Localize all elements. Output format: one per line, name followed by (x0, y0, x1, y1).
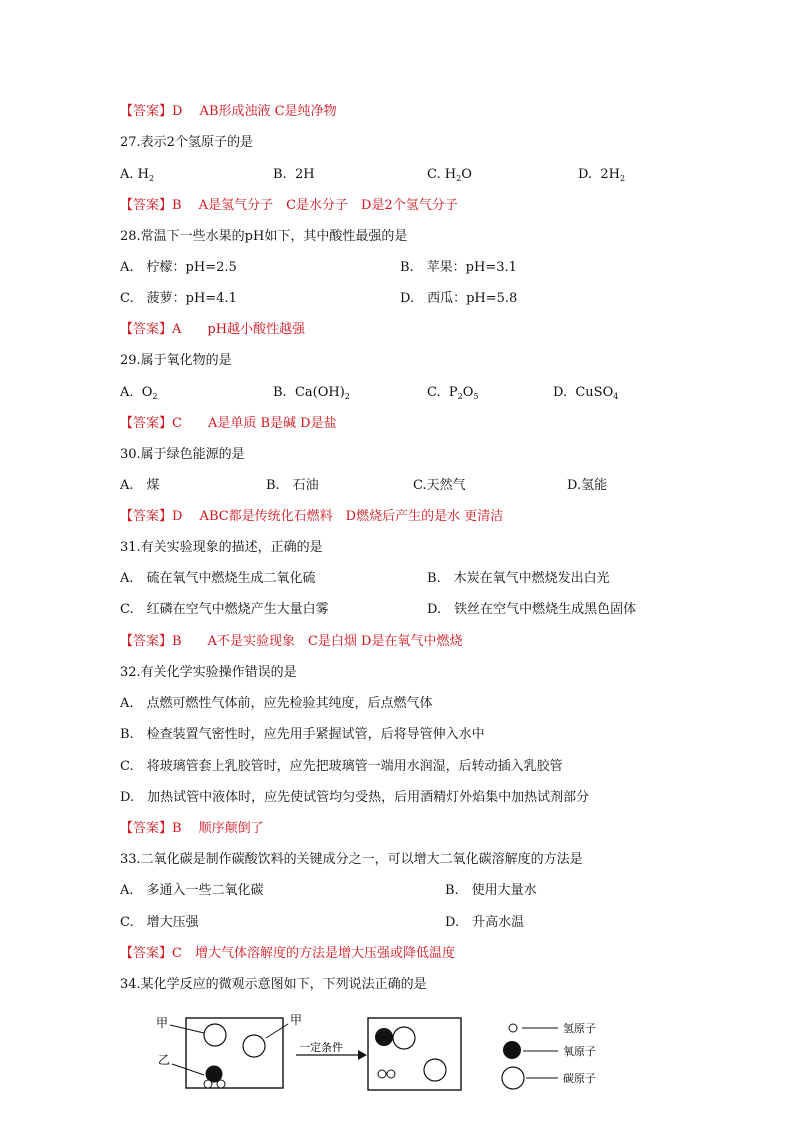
question-34: 34.某化学反应的微观示意图如下，下列说法正确的是 (120, 977, 427, 992)
option-31-d: D. 铁丝在空气中燃烧生成黑色固体 (427, 602, 637, 617)
option-28-a: A. 柠檬：pH=2.5 (120, 260, 237, 275)
oxygen-atom (375, 1028, 393, 1046)
question-30: 30.属于绿色能源的是 (120, 447, 245, 462)
hydrogen-atom (378, 1070, 386, 1078)
option-30-b: B. 石油 (266, 478, 319, 493)
pointer-line (266, 1024, 288, 1038)
reactant-box (186, 1018, 283, 1088)
question-29: 29.属于氧化物的是 (120, 353, 232, 368)
option-30-a: A. 煤 (120, 478, 160, 493)
legend-hydrogen-icon (509, 1024, 517, 1032)
legend-carbon-icon (502, 1067, 524, 1089)
legend-carbon-label: 碳原子 (563, 1073, 596, 1085)
option-31-c: C. 红磷在空气中燃烧产生大量白雾 (120, 602, 329, 617)
carbon-atom (393, 1027, 415, 1049)
option-32-d: D. 加热试管中液体时，应先使试管均匀受热，后用酒精灯外焰集中加热试剂部分 (120, 790, 590, 805)
answer-30: 【答案】D ABC都是传统化石燃料 D燃烧后产生的是水 更清洁 (120, 509, 504, 524)
label-jia-left: 甲 (156, 1016, 169, 1030)
answer-29: 【答案】C A是单质 B是碱 D是盐 (120, 416, 337, 431)
option-29-a: A. $O_2$ (120, 385, 158, 401)
carbon-atom (243, 1035, 265, 1057)
answer-32: 【答案】B 顺序颠倒了 (120, 821, 264, 836)
option-30-d: D.氢能 (567, 478, 608, 493)
label-jia-right: 甲 (290, 1013, 303, 1027)
reaction-diagram (0, 1010, 794, 1122)
option-29-c: C. $P_2O_5$ (427, 385, 479, 401)
question-28: 28.常温下一些水果的pH如下，其中酸性最强的是 (120, 229, 408, 244)
pointer-line (172, 1064, 204, 1075)
option-28-c: C. 菠萝：pH=4.1 (120, 291, 237, 306)
hydrogen-atom (204, 1080, 212, 1088)
option-33-a: A. 多通入一些二氧化碳 (120, 883, 264, 898)
option-32-b: B. 检查装置气密性时，应先用手紧握试管，后将导管伸入水中 (120, 727, 485, 742)
option-32-c: C. 将玻璃管套上乳胶管时，应先把玻璃管一端用水润湿，后转动插入乳胶管 (120, 759, 563, 774)
option-31-b: B. 木炭在氧气中燃烧发出白光 (427, 571, 610, 586)
legend-oxygen-label: 氧原子 (563, 1046, 596, 1058)
answer-26: 【答案】D AB形成浊液 C是纯净物 (120, 104, 337, 119)
option-33-b: B. 使用大量水 (445, 883, 537, 898)
legend-hydrogen-label: 氢原子 (563, 1023, 596, 1035)
carbon-atom (204, 1024, 226, 1046)
carbon-atom (424, 1059, 446, 1081)
option-27-d: D. $2H_2$ (578, 167, 626, 183)
reaction-condition: 一定条件 (299, 1042, 343, 1054)
option-28-b: B. 苹果：pH=3.1 (400, 260, 517, 275)
option-27-b: B. 2H (273, 167, 315, 182)
option-29-b: B. $Ca(OH)_2$ (273, 385, 350, 401)
option-33-c: C. 增大压强 (120, 915, 199, 930)
answer-31: 【答案】B A不是实验现象 C是白烟 D是在氧气中燃烧 (120, 634, 463, 649)
question-32: 32.有关化学实验操作错误的是 (120, 665, 297, 680)
option-33-d: D. 升高水温 (445, 915, 525, 930)
question-27: 27.表示2个氢原子的是 (120, 135, 253, 150)
hydrogen-atom (387, 1070, 395, 1078)
label-yi: 乙 (158, 1053, 171, 1067)
pointer-line (170, 1025, 204, 1033)
legend-oxygen-icon (503, 1041, 521, 1059)
option-30-c: C.天然气 (413, 478, 466, 493)
question-31: 31.有关实验现象的描述，正确的是 (120, 540, 323, 555)
question-33: 33.二氧化碳是制作碳酸饮料的关键成分之一，可以增大二氧化碳溶解度的方法是 (120, 852, 583, 867)
option-28-d: D. 西瓜：pH=5.8 (400, 291, 518, 306)
hydrogen-atom (217, 1080, 225, 1088)
answer-33: 【答案】C 增大气体溶解度的方法是增大压强或降低温度 (120, 946, 455, 961)
option-31-a: A. 硫在氧气中燃烧生成二氧化硫 (120, 571, 316, 586)
option-27-c: C. $H_2O$ (427, 167, 472, 183)
answer-27: 【答案】B A是氢气分子 C是水分子 D是2个氢气分子 (120, 198, 458, 213)
arrow-head (358, 1050, 367, 1060)
option-27-a: A. $H_2$ (120, 167, 155, 183)
answer-28: 【答案】A pH越小酸性越强 (120, 322, 306, 337)
option-32-a: A. 点燃可燃性气体前，应先检验其纯度，后点燃气体 (120, 696, 433, 711)
option-29-d: D. CuSO$_4$ (553, 385, 619, 401)
